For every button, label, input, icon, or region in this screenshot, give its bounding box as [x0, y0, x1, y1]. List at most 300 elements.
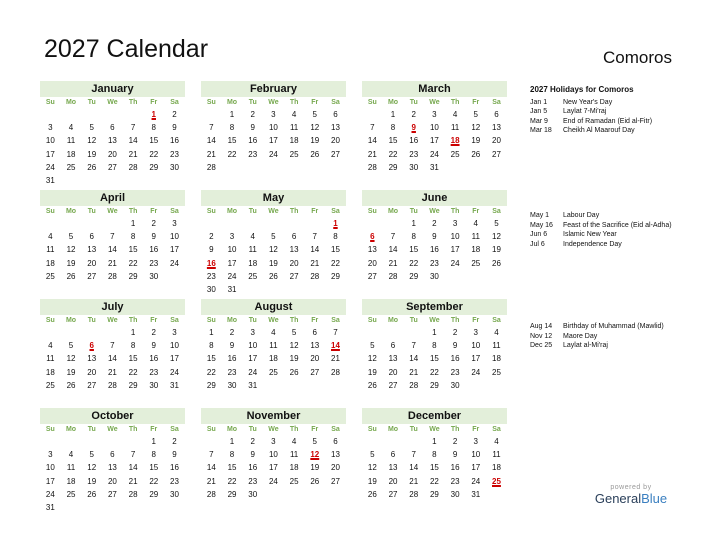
day-cell: 22 [429, 476, 439, 486]
day-cell: 22 [149, 149, 159, 159]
day-cell: 21 [409, 476, 419, 486]
weekday-label: Su [367, 317, 377, 324]
weekday-label: Mo [226, 317, 238, 324]
day-cell: 4 [452, 110, 458, 119]
month-may [201, 190, 346, 296]
day-cell: 10 [45, 136, 55, 146]
month-july [40, 299, 185, 392]
day-cell: 2 [452, 328, 458, 337]
day-cell: 22 [227, 149, 237, 159]
day-cell: 13 [107, 463, 117, 473]
empty-cell [81, 326, 102, 339]
day-cell: 7 [130, 123, 136, 133]
day-cell: 30 [227, 380, 237, 390]
day-cell: 27 [367, 271, 377, 281]
day-cell: 29 [149, 489, 159, 499]
weekday-label: Su [45, 99, 55, 106]
day-cell: 21 [367, 149, 377, 159]
day-cell: 15 [227, 136, 237, 146]
empty-cell [284, 217, 305, 230]
day-cell: 3 [432, 110, 437, 119]
day-cell: 23 [170, 476, 179, 486]
holiday-date: Mar 18 [530, 127, 552, 134]
day-cell: 15 [206, 354, 216, 364]
day-cell: 26 [66, 271, 76, 281]
weekday-label: Fr [472, 317, 480, 324]
day-cell: 2 [432, 219, 437, 228]
day-cell: 20 [367, 258, 377, 268]
day-cell: 25 [289, 149, 299, 159]
weekday-label: Th [128, 99, 138, 106]
day-cell: 7 [209, 450, 214, 460]
day-cell: 26 [289, 367, 299, 377]
day-cell: 28 [128, 162, 138, 172]
day-cell: 10 [471, 450, 481, 460]
weekday-label: Tu [248, 317, 257, 324]
weekday-label: Mo [387, 426, 399, 433]
weekday-label: Su [367, 99, 377, 106]
holiday-item [530, 240, 672, 250]
day-cell: 19 [310, 463, 320, 473]
day-cell: 9 [229, 341, 235, 351]
day-cell: 12 [268, 245, 278, 255]
day-cell: 19 [268, 258, 278, 268]
day-cell: 4 [250, 232, 255, 242]
day-cell: 19 [367, 476, 377, 486]
day-cell: 24 [45, 162, 55, 172]
day-cell: 1 [432, 328, 437, 337]
weekday-label: Fr [472, 426, 480, 433]
holiday-day-cell: 9 [411, 123, 416, 133]
day-cell: 1 [390, 110, 396, 119]
day-cell: 30 [429, 271, 439, 281]
weekday-label: Fr [150, 317, 158, 324]
day-cell: 21 [107, 367, 117, 377]
weekday-label: Tu [87, 208, 96, 215]
day-cell: 16 [429, 245, 439, 255]
day-cell: 7 [312, 232, 317, 242]
day-cell: 17 [45, 149, 55, 159]
day-cell: 24 [170, 367, 179, 377]
day-cell: 11 [66, 463, 76, 473]
weekday-label: Tu [409, 99, 418, 106]
day-cell: 3 [172, 328, 177, 337]
weekday-label: We [429, 208, 440, 215]
day-cell: 18 [45, 258, 55, 268]
day-cell: 1 [130, 328, 136, 337]
day-cell: 6 [89, 232, 94, 242]
day-cell: 8 [432, 341, 437, 351]
logo-blue: Blue [641, 491, 668, 506]
day-cell: 26 [310, 149, 320, 159]
day-cell: 5 [89, 123, 94, 133]
day-cell: 13 [310, 341, 320, 351]
day-cell: 13 [289, 245, 299, 255]
day-cell: 6 [291, 232, 297, 242]
day-cell: 6 [333, 110, 338, 119]
day-cell: 17 [170, 245, 179, 255]
day-cell: 23 [149, 258, 159, 268]
day-cell: 27 [331, 149, 340, 159]
day-cell: 21 [128, 476, 138, 486]
month-title: December [362, 408, 507, 424]
weekday-label: Th [289, 208, 299, 215]
day-cell: 11 [492, 450, 501, 460]
holiday-day-cell: 6 [89, 341, 94, 351]
day-cell: 9 [172, 123, 177, 133]
day-cell: 5 [68, 232, 74, 242]
day-cell: 3 [172, 219, 177, 228]
weekday-label: Sa [170, 99, 179, 106]
holiday-day-cell: 1 [151, 110, 156, 119]
day-cell: 28 [206, 162, 216, 172]
holiday-list [530, 85, 652, 136]
day-cell: 1 [130, 219, 136, 228]
page-title: 2027 Calendar [44, 35, 209, 63]
day-cell: 17 [450, 245, 460, 255]
day-cell: 6 [110, 123, 115, 133]
weekday-label: Tu [409, 208, 418, 215]
empty-cell [61, 435, 82, 448]
holiday-list-title: 2027 Holidays for Comoros [530, 85, 634, 94]
empty-cell [403, 435, 424, 448]
day-cell: 13 [331, 123, 340, 133]
holiday-date: Jan 1 [530, 98, 548, 106]
day-cell: 12 [471, 123, 481, 133]
weekday-label: Th [450, 317, 460, 324]
empty-cell [242, 217, 263, 230]
month-title: June [362, 190, 507, 206]
day-cell: 31 [170, 380, 179, 390]
day-cell: 30 [450, 380, 460, 390]
day-cell: 29 [206, 380, 216, 390]
day-cell: 3 [48, 450, 53, 460]
day-cell: 10 [170, 232, 179, 242]
day-cell: 30 [170, 489, 179, 499]
day-cell: 3 [48, 123, 53, 133]
weekday-label: Mo [226, 426, 238, 433]
day-cell: 30 [170, 162, 179, 172]
empty-cell [61, 108, 82, 121]
weekday-label: Sa [331, 99, 340, 106]
day-cell: 13 [388, 463, 398, 473]
day-cell: 11 [471, 232, 480, 242]
day-cell: 22 [149, 476, 159, 486]
empty-cell [40, 217, 61, 230]
day-cell: 25 [248, 271, 258, 281]
day-cell: 20 [107, 476, 117, 486]
day-cell: 31 [248, 380, 258, 390]
empty-cell [102, 435, 123, 448]
empty-cell [383, 217, 404, 230]
month-april [40, 190, 185, 283]
day-cell: 8 [390, 123, 396, 133]
weekday-label: Su [206, 99, 216, 106]
day-cell: 5 [271, 232, 276, 242]
month-title: September [362, 299, 507, 315]
day-cell: 23 [206, 271, 216, 281]
day-cell: 26 [87, 162, 97, 172]
day-cell: 4 [68, 123, 74, 133]
weekday-label: We [429, 426, 440, 433]
holiday-day-cell: 1 [333, 219, 338, 228]
day-cell: 31 [471, 489, 481, 499]
day-cell: 26 [310, 476, 320, 486]
day-cell: 9 [172, 450, 177, 460]
weekday-label: Su [45, 208, 55, 215]
empty-cell [362, 326, 383, 339]
weekday-label: Sa [492, 99, 501, 106]
day-cell: 21 [409, 367, 419, 377]
day-cell: 25 [45, 271, 55, 281]
day-cell: 19 [66, 258, 76, 268]
empty-cell [81, 217, 102, 230]
day-cell: 4 [271, 328, 276, 337]
powered-by-text: powered by [610, 484, 652, 491]
empty-cell [40, 108, 61, 121]
day-cell: 9 [250, 123, 255, 133]
weekday-label: Th [450, 208, 460, 215]
day-cell: 10 [248, 341, 258, 351]
month-december [362, 408, 507, 501]
day-cell: 16 [149, 354, 159, 364]
logo-general: General [594, 491, 642, 506]
day-cell: 4 [494, 437, 499, 446]
weekday-label: Th [450, 426, 460, 433]
day-cell: 14 [310, 245, 320, 255]
day-cell: 27 [107, 489, 117, 499]
day-cell: 14 [128, 136, 138, 146]
day-cell: 6 [312, 328, 317, 337]
weekday-label: Fr [311, 317, 319, 324]
day-cell: 18 [66, 476, 76, 486]
generalblue-logo[interactable] [589, 484, 673, 506]
empty-cell [383, 326, 404, 339]
day-cell: 7 [370, 123, 375, 133]
day-cell: 19 [289, 354, 299, 364]
day-cell: 2 [209, 232, 214, 242]
day-cell: 12 [367, 354, 377, 364]
day-cell: 17 [45, 476, 55, 486]
day-cell: 28 [107, 271, 117, 281]
holiday-day-cell: 25 [492, 476, 501, 486]
day-cell: 28 [128, 489, 138, 499]
holiday-date: Jun 6 [530, 231, 548, 238]
day-cell: 14 [206, 136, 216, 146]
holiday-name: Birthday of Muhammad (Mawlid) [563, 323, 664, 330]
day-cell: 16 [248, 136, 258, 146]
day-cell: 9 [151, 341, 156, 351]
day-cell: 1 [209, 328, 214, 337]
weekday-label: Mo [226, 99, 238, 106]
day-cell: 24 [268, 476, 278, 486]
day-cell: 4 [473, 219, 478, 228]
day-cell: 22 [128, 258, 138, 268]
day-cell: 25 [471, 258, 481, 268]
weekday-label: Su [45, 426, 55, 433]
day-cell: 9 [250, 450, 255, 460]
weekday-label: Mo [387, 99, 399, 106]
day-cell: 17 [268, 136, 278, 146]
day-cell: 2 [229, 328, 235, 337]
day-cell: 18 [248, 258, 258, 268]
day-cell: 2 [250, 110, 255, 119]
weekday-label: Sa [331, 426, 340, 433]
day-cell: 12 [492, 232, 501, 242]
day-cell: 13 [492, 123, 501, 133]
day-cell: 8 [130, 232, 136, 242]
empty-cell [102, 326, 123, 339]
day-cell: 27 [87, 380, 97, 390]
holiday-name: Laylat al-Mi'raj [563, 342, 608, 349]
day-cell: 15 [149, 463, 159, 473]
day-cell: 15 [128, 245, 138, 255]
day-cell: 5 [312, 437, 317, 446]
empty-cell [102, 217, 123, 230]
day-cell: 19 [471, 136, 481, 146]
day-cell: 5 [370, 450, 375, 460]
month-title: July [40, 299, 185, 315]
day-cell: 26 [367, 380, 377, 390]
day-cell: 17 [429, 136, 439, 146]
day-cell: 10 [268, 450, 278, 460]
day-cell: 21 [206, 149, 216, 159]
holiday-item [530, 126, 652, 136]
weekday-label: We [107, 99, 118, 106]
day-cell: 30 [248, 489, 258, 499]
day-cell: 25 [450, 149, 460, 159]
day-cell: 24 [471, 476, 481, 486]
day-cell: 13 [87, 354, 97, 364]
day-cell: 8 [151, 450, 156, 460]
holiday-name: Independence Day [563, 240, 622, 248]
day-cell: 24 [429, 149, 439, 159]
weekday-label: Su [367, 426, 377, 433]
day-cell: 10 [450, 232, 460, 242]
day-cell: 21 [388, 258, 398, 268]
day-cell: 7 [209, 123, 214, 133]
day-cell: 19 [310, 136, 320, 146]
day-cell: 20 [492, 136, 501, 146]
day-cell: 18 [45, 367, 55, 377]
day-cell: 5 [312, 110, 317, 119]
day-cell: 28 [388, 271, 398, 281]
day-cell: 22 [331, 258, 340, 268]
day-cell: 27 [310, 367, 320, 377]
logo-wordmark [589, 491, 673, 506]
day-cell: 18 [289, 136, 299, 146]
month-title: August [201, 299, 346, 315]
day-cell: 14 [367, 136, 377, 146]
month-february [201, 81, 346, 174]
day-cell: 7 [333, 328, 338, 337]
day-cell: 29 [388, 162, 398, 172]
day-cell: 25 [45, 380, 55, 390]
empty-cell [40, 326, 61, 339]
day-cell: 14 [409, 354, 419, 364]
day-cell: 24 [170, 258, 179, 268]
weekday-label: Su [206, 426, 216, 433]
day-cell: 30 [450, 489, 460, 499]
day-cell: 4 [68, 450, 74, 460]
day-cell: 6 [390, 450, 396, 460]
day-cell: 19 [492, 245, 501, 255]
weekday-label: We [268, 99, 279, 106]
day-cell: 11 [450, 123, 460, 133]
day-cell: 7 [411, 450, 416, 460]
day-cell: 19 [87, 149, 97, 159]
empty-cell [263, 217, 284, 230]
day-cell: 6 [333, 437, 338, 446]
day-cell: 3 [452, 219, 458, 228]
day-cell: 17 [471, 354, 481, 364]
day-cell: 29 [128, 271, 138, 281]
day-cell: 26 [87, 489, 97, 499]
day-cell: 8 [411, 232, 416, 242]
day-cell: 2 [172, 110, 177, 119]
day-cell: 27 [388, 380, 398, 390]
day-cell: 12 [367, 463, 377, 473]
empty-cell [403, 326, 424, 339]
day-cell: 28 [331, 367, 340, 377]
empty-cell [362, 435, 383, 448]
day-cell: 23 [429, 258, 439, 268]
day-cell: 9 [432, 232, 437, 242]
weekday-label: Fr [150, 208, 158, 215]
day-cell: 15 [331, 245, 340, 255]
empty-cell [81, 108, 102, 121]
holiday-name: Laylat 7-Mi'raj [563, 108, 607, 115]
day-cell: 10 [45, 463, 55, 473]
day-cell: 28 [206, 489, 216, 499]
day-cell: 15 [128, 354, 138, 364]
day-cell: 8 [333, 232, 338, 242]
weekday-label: Sa [170, 426, 179, 433]
day-cell: 6 [110, 450, 115, 460]
day-cell: 19 [367, 367, 377, 377]
day-cell: 30 [206, 284, 216, 294]
month-march [362, 81, 507, 174]
month-title: November [201, 408, 346, 424]
day-cell: 17 [248, 354, 258, 364]
weekday-label: Sa [492, 208, 501, 215]
day-cell: 15 [227, 463, 237, 473]
day-cell: 26 [367, 489, 377, 499]
day-cell: 8 [229, 450, 235, 460]
day-cell: 13 [367, 245, 377, 255]
day-cell: 4 [291, 437, 297, 446]
weekday-label: Mo [226, 208, 238, 215]
day-cell: 13 [331, 450, 340, 460]
day-cell: 28 [409, 380, 419, 390]
day-cell: 20 [87, 367, 97, 377]
weekday-label: Mo [65, 317, 77, 324]
weekday-label: We [268, 208, 279, 215]
day-cell: 31 [429, 162, 439, 172]
day-cell: 10 [268, 123, 278, 133]
day-cell: 28 [367, 162, 377, 172]
holiday-list [530, 211, 672, 249]
holiday-name: Islamic New Year [563, 231, 617, 238]
weekday-label: Th [450, 99, 460, 106]
day-cell: 7 [390, 232, 396, 242]
day-cell: 11 [289, 123, 299, 133]
day-cell: 4 [291, 110, 297, 119]
day-cell: 4 [494, 328, 499, 337]
holiday-item [530, 107, 652, 117]
day-cell: 17 [170, 354, 179, 364]
month-september [362, 299, 507, 392]
